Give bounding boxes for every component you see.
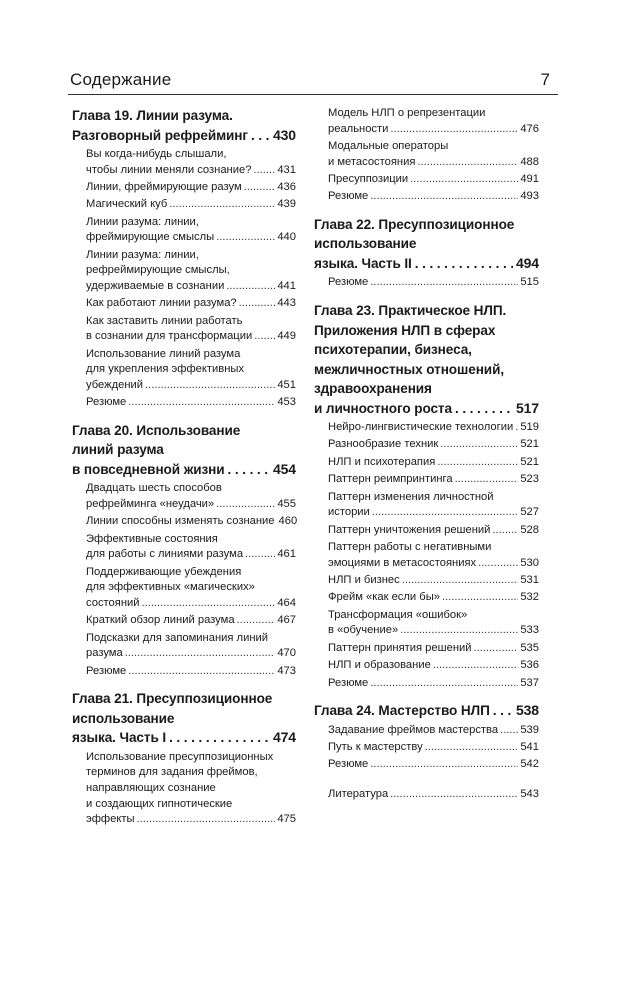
entry-line [328,505,539,521]
entry-line [86,230,296,246]
toc-entry [328,189,539,205]
dot-leader [237,613,276,629]
chapter-page-number: 538 [515,702,539,719]
entry-line [86,197,296,213]
toc-entry [328,275,539,291]
dot-leader [400,623,518,639]
entry-line [86,646,296,662]
dot-leader [493,701,513,721]
entry-text: Резюме [86,664,127,677]
entry-line: Паттерн работы с негативными [328,540,492,553]
entry-page-number: 523 [520,473,539,486]
dot-leader [474,641,519,657]
entry-text: убеждений [86,378,144,391]
chapter-title-text: в повседневной жизни [72,461,225,477]
entry-line: Модель НЛП о репрезентации [328,107,486,119]
section-list [86,750,296,828]
toc-entry [328,787,539,803]
dot-leader [442,590,518,606]
toc-entry [328,540,539,571]
entry-text: Как работают линии разума? [86,297,237,310]
chapter-heading [72,106,296,145]
entry-line [86,596,296,612]
entry-text: реальности [328,122,389,135]
chapter-title-line [72,126,296,146]
chapter-title-text: Разговорный рефрейминг [72,127,248,143]
entry-line: Модальные операторы [328,139,449,152]
entry-page-number: 543 [520,787,539,800]
toc-entry [86,750,296,828]
entry-line [328,155,539,171]
chapter-title-line: Глава 22. Пресуппозиционное [314,216,515,232]
toc-entry [328,757,539,773]
chapter-title-line: Глава 21. Пресуппозиционное [72,691,273,707]
entry-page-number: 527 [520,506,539,519]
entry-text: Резюме [328,276,369,289]
dot-leader [245,547,275,563]
entry-text: состояний [86,596,140,609]
entry-text: удерживаемые в сознании [86,279,225,292]
entry-text: Задавание фреймов мастерства [328,723,499,736]
entry-text: эмоциями в метасостояниях [328,556,477,569]
toc-right-column [314,106,539,813]
toc-entry [328,723,539,739]
entry-page-number: 537 [520,676,539,689]
toc-entry [328,455,539,471]
dot-leader [244,180,276,196]
entry-line: Использование пресуппозиционных [86,750,274,763]
entry-text: в «обучение» [328,624,399,637]
entry-line [328,787,539,803]
dot-leader [254,329,275,345]
entry-line [328,472,539,488]
toc-entry [328,608,539,639]
toc-entry [328,740,539,756]
literature-entry [328,787,539,803]
entry-line [328,523,539,539]
toc-entry [86,314,296,345]
entry-text: Пресуппозиции [328,172,409,185]
chapter-title-line: линий разума [72,442,164,458]
dot-leader [370,189,518,205]
chapter-title-line [72,728,296,748]
chapter-title-text: Глава 24. Мастерство НЛП [314,703,490,719]
entry-text: Паттерн реимпринтинга [328,473,453,486]
dot-leader [390,787,518,803]
entry-line [86,664,296,680]
entry-page-number: 542 [520,758,539,771]
toc-entry [328,676,539,692]
chapter-heading [314,301,539,418]
toc-entry [328,106,539,137]
dot-leader [216,497,275,513]
entry-line: Трансформация «ошибок» [328,608,468,621]
chapter-title-text: языка. Часть I [72,730,167,746]
section-list [328,106,539,205]
dot-leader [370,757,518,773]
chapter-page-number: 517 [515,399,539,416]
entry-text: НЛП и бизнес [328,573,400,586]
entry-line [86,514,296,530]
entry-line [86,395,296,411]
dot-leader [390,122,518,138]
dot-leader [478,556,518,572]
dot-leader [425,740,519,756]
entry-line [328,172,539,188]
dot-leader [125,646,276,662]
toc-entry [328,472,539,488]
entry-line [328,189,539,205]
chapter-title-line: Приложения НЛП в сферах [314,322,496,338]
dot-leader [137,812,276,828]
entry-page-number: 439 [277,198,296,211]
toc-entry [328,437,539,453]
chapter-page-number: 494 [515,254,539,271]
entry-line: Использование линий разума [86,347,241,360]
entry-line [328,740,539,756]
entry-line [86,329,296,345]
entry-line [328,455,539,471]
entry-page-number: 440 [277,231,296,244]
entry-text: Нейро-лингвистические технологии [328,421,514,434]
dot-leader [145,378,275,394]
dot-leader [372,505,519,521]
entry-text: Краткий обзор линий разума [86,614,235,627]
entry-text: разума [86,647,123,660]
toc-entry [86,180,296,196]
entry-line: терминов для задания фреймов, [86,766,258,779]
chapter-heading [72,421,296,480]
chapter-title-line: Глава 20. Использование [72,422,241,438]
entry-page-number: 491 [520,172,539,185]
toc-entry [328,172,539,188]
chapter-heading [314,701,539,721]
entry-line: Линии разума: линии, [86,215,199,228]
entry-text: Разнообразие техник [328,438,439,451]
entry-page-number: 530 [520,556,539,569]
entry-line: Линии разума: линии, [86,248,199,261]
entry-line: и создающих гипнотические [86,797,233,810]
dot-leader [440,437,518,453]
toc-entry [86,197,296,213]
entry-text: фреймирующие смыслы [86,231,215,244]
entry-page-number: 460 [278,515,298,528]
dot-leader [169,728,270,748]
toc-entry [86,613,296,629]
entry-page-number: 533 [520,624,539,637]
entry-line [328,676,539,692]
entry-line: Паттерн изменения личностной [328,490,494,503]
entry-page-number: 453 [277,396,296,409]
chapter-title-line [314,254,539,274]
dot-leader [370,676,518,692]
entry-text: Линии способны изменять сознание [86,515,275,528]
entry-line: Эффективные состояния [86,532,218,545]
entry-line: Поддерживающие убеждения [86,565,242,578]
entry-line [86,613,296,629]
entry-line [328,122,539,138]
dot-leader [169,197,275,213]
dot-leader [128,395,275,411]
dot-leader [228,460,270,480]
entry-page-number: 449 [277,330,296,343]
entry-text: НЛП и психотерапия [328,455,436,468]
entry-line: Вы когда-нибудь слышали, [86,148,227,160]
running-title: Содержание [70,70,172,89]
dot-leader [226,279,275,295]
toc-entry [86,532,296,563]
entry-text: Резюме [86,396,127,409]
dot-leader [500,723,518,739]
dot-leader [410,172,518,188]
dot-leader [370,275,518,291]
entry-text: Литература [328,787,389,800]
dot-leader [128,664,275,680]
entry-line [328,641,539,657]
entry-page-number: 521 [520,438,539,451]
entry-page-number: 476 [520,122,539,135]
toc-entry [328,139,539,170]
entry-line [86,497,296,513]
entry-line [86,378,296,394]
dot-leader [253,163,275,179]
entry-page-number: 531 [520,573,539,586]
page-header [68,66,558,95]
chapter-page-number: 454 [272,460,296,477]
entry-text: Паттерн уничтожения решений [328,523,491,536]
dot-leader [433,658,519,674]
chapter-title-line: здравоохранения [314,381,432,397]
dot-leader [437,455,518,471]
entry-page-number: 515 [520,276,539,289]
entry-page-number: 451 [277,378,296,391]
dot-leader [415,254,513,274]
toc-entry [86,248,296,295]
entry-line [86,279,296,295]
entry-line [328,573,539,589]
entry-line [86,296,296,312]
entry-page-number: 541 [520,741,539,753]
entry-line [86,163,296,179]
chapter-page-number: 430 [272,126,296,143]
entry-page-number: 436 [277,180,296,193]
entry-line: Как заставить линии работать [86,314,243,327]
entry-text: Путь к мастерству [328,741,423,753]
entry-text: в сознании для трансформации [86,330,253,343]
dot-leader [251,126,270,146]
entry-text: рефрейминга «неудачи» [86,497,215,510]
toc-entry [86,631,296,662]
entry-line [328,623,539,639]
toc-entry [86,296,296,312]
page-number: 7 [540,70,550,89]
chapter-page-number: 474 [272,729,296,746]
toc-entry [86,395,296,411]
toc-entry [328,420,539,436]
entry-page-number: 461 [277,548,296,561]
chapter-heading [314,215,539,274]
toc-entry [328,641,539,657]
toc-left-column [72,106,296,838]
entry-page-number: 528 [520,523,539,536]
entry-page-number: 467 [277,614,296,627]
entry-text: Резюме [328,758,369,771]
entry-line: для эффективных «магических» [86,581,255,594]
entry-line [86,547,296,563]
entry-page-number: 455 [277,497,296,510]
dot-leader [142,596,276,612]
entry-line [328,723,539,739]
entry-page-number: 488 [520,155,539,168]
entry-text: Магический куб [86,198,168,211]
entry-text: Паттерн принятия решений [328,641,472,654]
entry-line: рефреймирующие смыслы, [86,264,230,277]
entry-text: Резюме [328,190,369,203]
toc-entry [86,664,296,680]
dot-leader [455,472,519,488]
chapter-title-line: использование [72,710,175,726]
chapter-title-line: межличностных отношений, [314,361,504,377]
entry-line [86,180,296,196]
entry-line [328,437,539,453]
dot-leader [417,155,518,171]
entry-text: для работы с линиями разума [86,548,244,561]
toc-entry [328,523,539,539]
entry-line [328,658,539,674]
entry-page-number: 431 [277,163,296,176]
entry-line: для укрепления эффективных [86,363,245,376]
chapter-heading [72,689,296,748]
entry-line [328,420,539,436]
entry-text: Линии, фреймирующие разум [86,180,242,193]
entry-page-number: 493 [520,190,539,203]
chapter-title-line: Глава 23. Практическое НЛП. [314,303,507,319]
entry-page-number: 475 [277,813,296,826]
entry-text: Фрейм «как если бы» [328,591,440,604]
toc-entry [86,565,296,612]
entry-text: и метасостояния [328,155,416,168]
toc-entry [86,215,296,246]
entry-line: Двадцать шесть способов [86,482,222,495]
entry-line [86,812,296,828]
toc-entry [328,590,539,606]
toc-entry [328,490,539,521]
entry-page-number: 539 [520,723,539,736]
dot-leader [455,399,513,419]
section-list [86,481,296,679]
chapter-title-line [314,399,539,419]
toc-entry [86,481,296,512]
toc-entry [86,147,296,178]
entry-page-number: 443 [277,297,296,310]
toc-entry [86,347,296,394]
section-list [86,147,296,411]
dot-leader [515,420,518,436]
entry-page-number: 470 [277,647,296,660]
chapter-title-line: психотерапии, бизнеса, [314,342,472,358]
chapter-title-line: использование [314,236,417,252]
toc-entry [328,658,539,674]
entry-line: Подсказки для запоминания линий [86,631,268,644]
chapter-title-text: и личностного роста [314,400,452,416]
entry-page-number: 464 [277,596,296,609]
entry-text: НЛП и образование [328,659,431,672]
section-list [328,420,539,691]
chapter-title-text: языка. Часть II [314,255,412,271]
entry-page-number: 473 [277,664,296,677]
entry-line [328,590,539,606]
entry-line [328,275,539,291]
dot-leader [402,573,519,589]
entry-page-number: 519 [520,421,539,434]
entry-text: истории [328,506,370,519]
toc-entry [328,573,539,589]
entry-line [328,556,539,572]
entry-line: направляющих сознание [86,781,216,794]
section-list [328,723,539,773]
entry-page-number: 441 [277,279,296,292]
entry-page-number: 521 [520,455,539,468]
entry-text: эффекты [86,813,135,826]
entry-text: чтобы линии меняли сознание? [86,163,252,176]
dot-leader [239,296,276,312]
dot-leader [216,230,275,246]
entry-page-number: 535 [520,641,539,654]
entry-page-number: 532 [520,591,539,604]
section-list [328,275,539,291]
toc-entry [86,514,296,530]
entry-page-number: 536 [520,659,539,672]
entry-line [328,757,539,773]
chapter-title-line: Глава 19. Линии разума. [72,108,233,123]
chapter-title-line [72,460,296,480]
dot-leader [492,523,518,539]
entry-text: Резюме [328,676,369,689]
chapter-title-line [314,701,539,721]
